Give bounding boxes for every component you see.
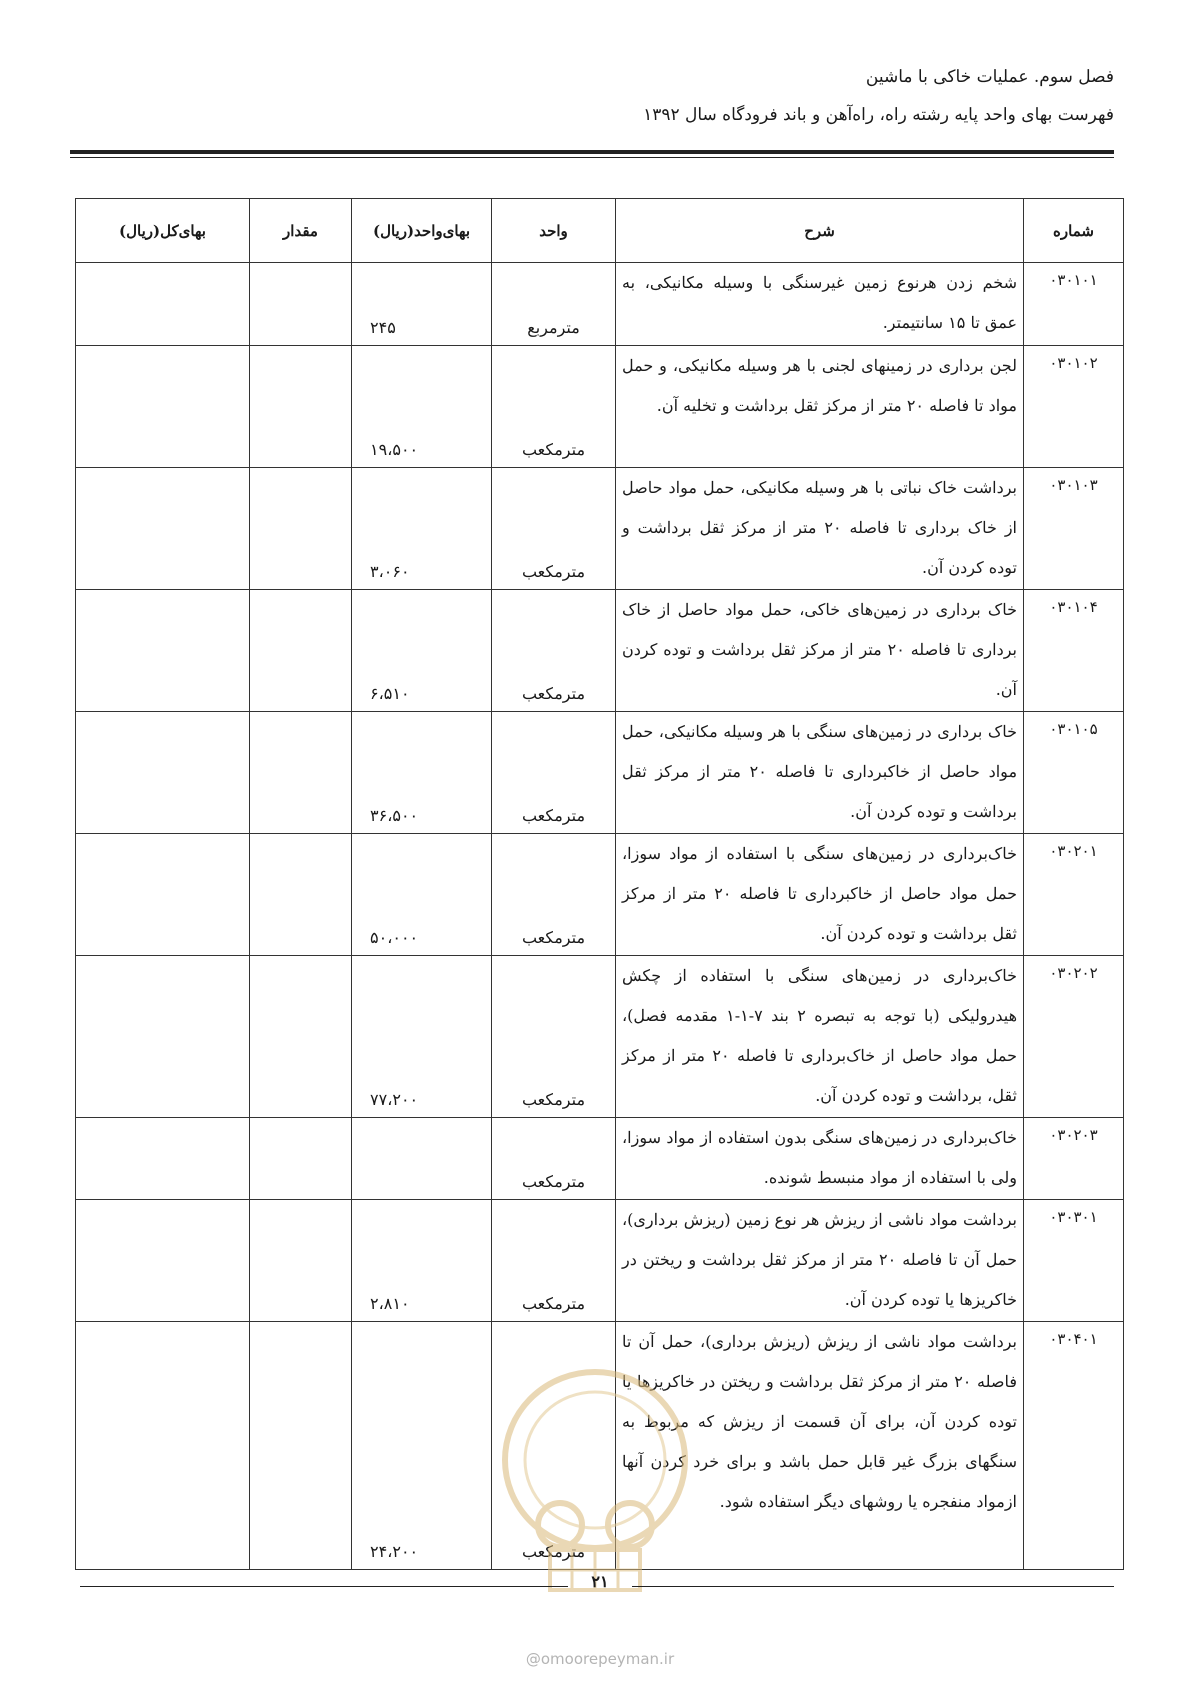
item-unit: مترمکعب [492, 1322, 616, 1570]
column-header-description: شرح [616, 199, 1024, 263]
item-quantity [250, 1200, 352, 1322]
header-rule-thick [70, 150, 1114, 154]
item-code: ۰۳۰۴۰۱ [1024, 1322, 1124, 1570]
item-unit-price: ۱۹،۵۰۰ [352, 346, 492, 468]
column-header-total-price: بهای‌کل(ریال) [76, 199, 250, 263]
item-total-price [76, 1322, 250, 1570]
table-row [76, 1200, 1124, 1322]
item-quantity [250, 346, 352, 468]
item-quantity [250, 834, 352, 956]
item-total-price [76, 346, 250, 468]
item-description: خاک برداری در زمین‌های خاکی، حمل مواد حاصل از خاک برداری تا فاصله ۲۰ متر از مرکز ثقل برداشت و توده کردن آن. [616, 590, 1024, 712]
item-code: ۰۳۰۱۰۱ [1024, 263, 1124, 346]
item-code: ۰۳۰۲۰۱ [1024, 834, 1124, 956]
item-total-price [76, 712, 250, 834]
item-description: خاک‌برداری در زمین‌های سنگی بدون استفاده از مواد سوزا، ولی با استفاده از مواد منبسط شونده. [616, 1118, 1024, 1200]
item-quantity [250, 956, 352, 1118]
item-unit-price [352, 1118, 492, 1200]
item-unit-price: ۳۶،۵۰۰ [352, 712, 492, 834]
page-header [74, 62, 1114, 132]
table-row [76, 834, 1124, 956]
item-total-price [76, 468, 250, 590]
footer-rule-left [80, 1586, 568, 1587]
item-unit: مترمکعب [492, 1200, 616, 1322]
item-unit-price: ۲۴،۲۰۰ [352, 1322, 492, 1570]
column-header-unit: واحد [492, 199, 616, 263]
item-total-price [76, 263, 250, 346]
item-quantity [250, 1118, 352, 1200]
item-description: برداشت مواد ناشی از ریزش (ریزش برداری)، حمل آن تا فاصله ۲۰ متر از مرکز ثقل برداشت و ریختن در خاکریزها یا توده کردن آن، برای آن قسمت از ریزش که مربوط به سنگهای بزرگ غیر قابل حمل باشد و برای خرد کردن آنها ازمواد منفجره یا روشهای دیگر استفاده شود. [616, 1322, 1024, 1570]
column-header-unit-price: بهای‌واحد(ریال) [352, 199, 492, 263]
watermark-stamp-icon [490, 1360, 700, 1600]
item-quantity [250, 468, 352, 590]
item-code: ۰۳۰۱۰۵ [1024, 712, 1124, 834]
item-unit: مترمکعب [492, 712, 616, 834]
item-quantity [250, 712, 352, 834]
item-total-price [76, 590, 250, 712]
item-unit-price: ۳،۰۶۰ [352, 468, 492, 590]
table-row [76, 1118, 1124, 1200]
table-row [76, 956, 1124, 1118]
item-unit-price: ۲۴۵ [352, 263, 492, 346]
item-total-price [76, 1200, 250, 1322]
table-row [76, 263, 1124, 346]
item-description: خاک‌برداری در زمین‌های سنگی با استفاده از چکش هیدرولیکی (با توجه به تبصره ۲ بند ۷-۱-۱ مقدمه فصل)، حمل مواد حاصل از خاک‌برداری تا فاصله ۲۰ متر از مرکز ثقل، برداشت و توده کردن آن. [616, 956, 1024, 1118]
item-unit: مترمکعب [492, 590, 616, 712]
chapter-title: فصل سوم. عملیات خاکی با ماشین [865, 67, 1114, 87]
item-unit-price: ۵۰،۰۰۰ [352, 834, 492, 956]
table-row [76, 346, 1124, 468]
watermark-text: @omoorepeyman.ir [525, 1650, 675, 1668]
item-quantity [250, 590, 352, 712]
item-code: ۰۳۰۳۰۱ [1024, 1200, 1124, 1322]
table-header-row [76, 199, 1124, 263]
item-description: لجن برداری در زمینهای لجنی با هر وسیله مکانیکی، و حمل مواد تا فاصله ۲۰ متر از مرکز ثقل برداشت و تخلیه آن. [616, 346, 1024, 468]
item-unit: مترمکعب [492, 346, 616, 468]
document-title: فهرست بهای واحد پایه رشته راه، راه‌آهن و باند فرودگاه سال ۱۳۹۲ [643, 105, 1114, 125]
item-quantity [250, 263, 352, 346]
item-description: خاک برداری در زمین‌های سنگی با هر وسیله مکانیکی، حمل مواد حاصل از خاکبرداری تا فاصله ۲۰ متر از مرکز ثقل برداشت و توده کردن آن. [616, 712, 1024, 834]
item-code: ۰۳۰۲۰۳ [1024, 1118, 1124, 1200]
item-total-price [76, 1118, 250, 1200]
item-unit: مترمکعب [492, 468, 616, 590]
table-row [76, 590, 1124, 712]
item-unit-price: ۶،۵۱۰ [352, 590, 492, 712]
header-rule-thin [70, 157, 1114, 158]
item-description: برداشت مواد ناشی از ریزش هر نوع زمین (ریزش برداری)، حمل آن تا فاصله ۲۰ متر از مرکز ثقل برداشت و ریختن در خاکریزها یا توده کردن آن. [616, 1200, 1024, 1322]
item-unit: مترمکعب [492, 956, 616, 1118]
item-quantity [250, 1322, 352, 1570]
table-row [76, 468, 1124, 590]
item-total-price [76, 834, 250, 956]
item-total-price [76, 956, 250, 1118]
item-description: خاک‌برداری در زمین‌های سنگی با استفاده از مواد سوزا، حمل مواد حاصل از خاکبرداری تا فاصله ۲۰ متر از مرکز ثقل برداشت و توده کردن آن. [616, 834, 1024, 956]
item-code: ۰۳۰۱۰۴ [1024, 590, 1124, 712]
item-description: برداشت خاک نباتی با هر وسیله مکانیکی، حمل مواد حاصل از خاک برداری تا فاصله ۲۰ متر از مرکز ثقل برداشت و توده کردن آن. [616, 468, 1024, 590]
item-unit: مترمکعب [492, 834, 616, 956]
item-code: ۰۳۰۱۰۳ [1024, 468, 1124, 590]
item-code: ۰۳۰۲۰۲ [1024, 956, 1124, 1118]
item-unit-price: ۲،۸۱۰ [352, 1200, 492, 1322]
item-unit: مترمکعب [492, 1118, 616, 1200]
item-unit-price: ۷۷،۲۰۰ [352, 956, 492, 1118]
column-header-code: شماره [1024, 199, 1124, 263]
column-header-quantity: مقدار [250, 199, 352, 263]
table-row [76, 712, 1124, 834]
footer-rule-right [632, 1586, 1114, 1587]
page-number: ۲۱ [591, 1572, 609, 1591]
item-unit: مترمربع [492, 263, 616, 346]
item-description: شخم زدن هرنوع زمین غیرسنگی با وسیله مکانیکی، به عمق تا ۱۵ سانتیمتر. [616, 263, 1024, 346]
item-code: ۰۳۰۱۰۲ [1024, 346, 1124, 468]
